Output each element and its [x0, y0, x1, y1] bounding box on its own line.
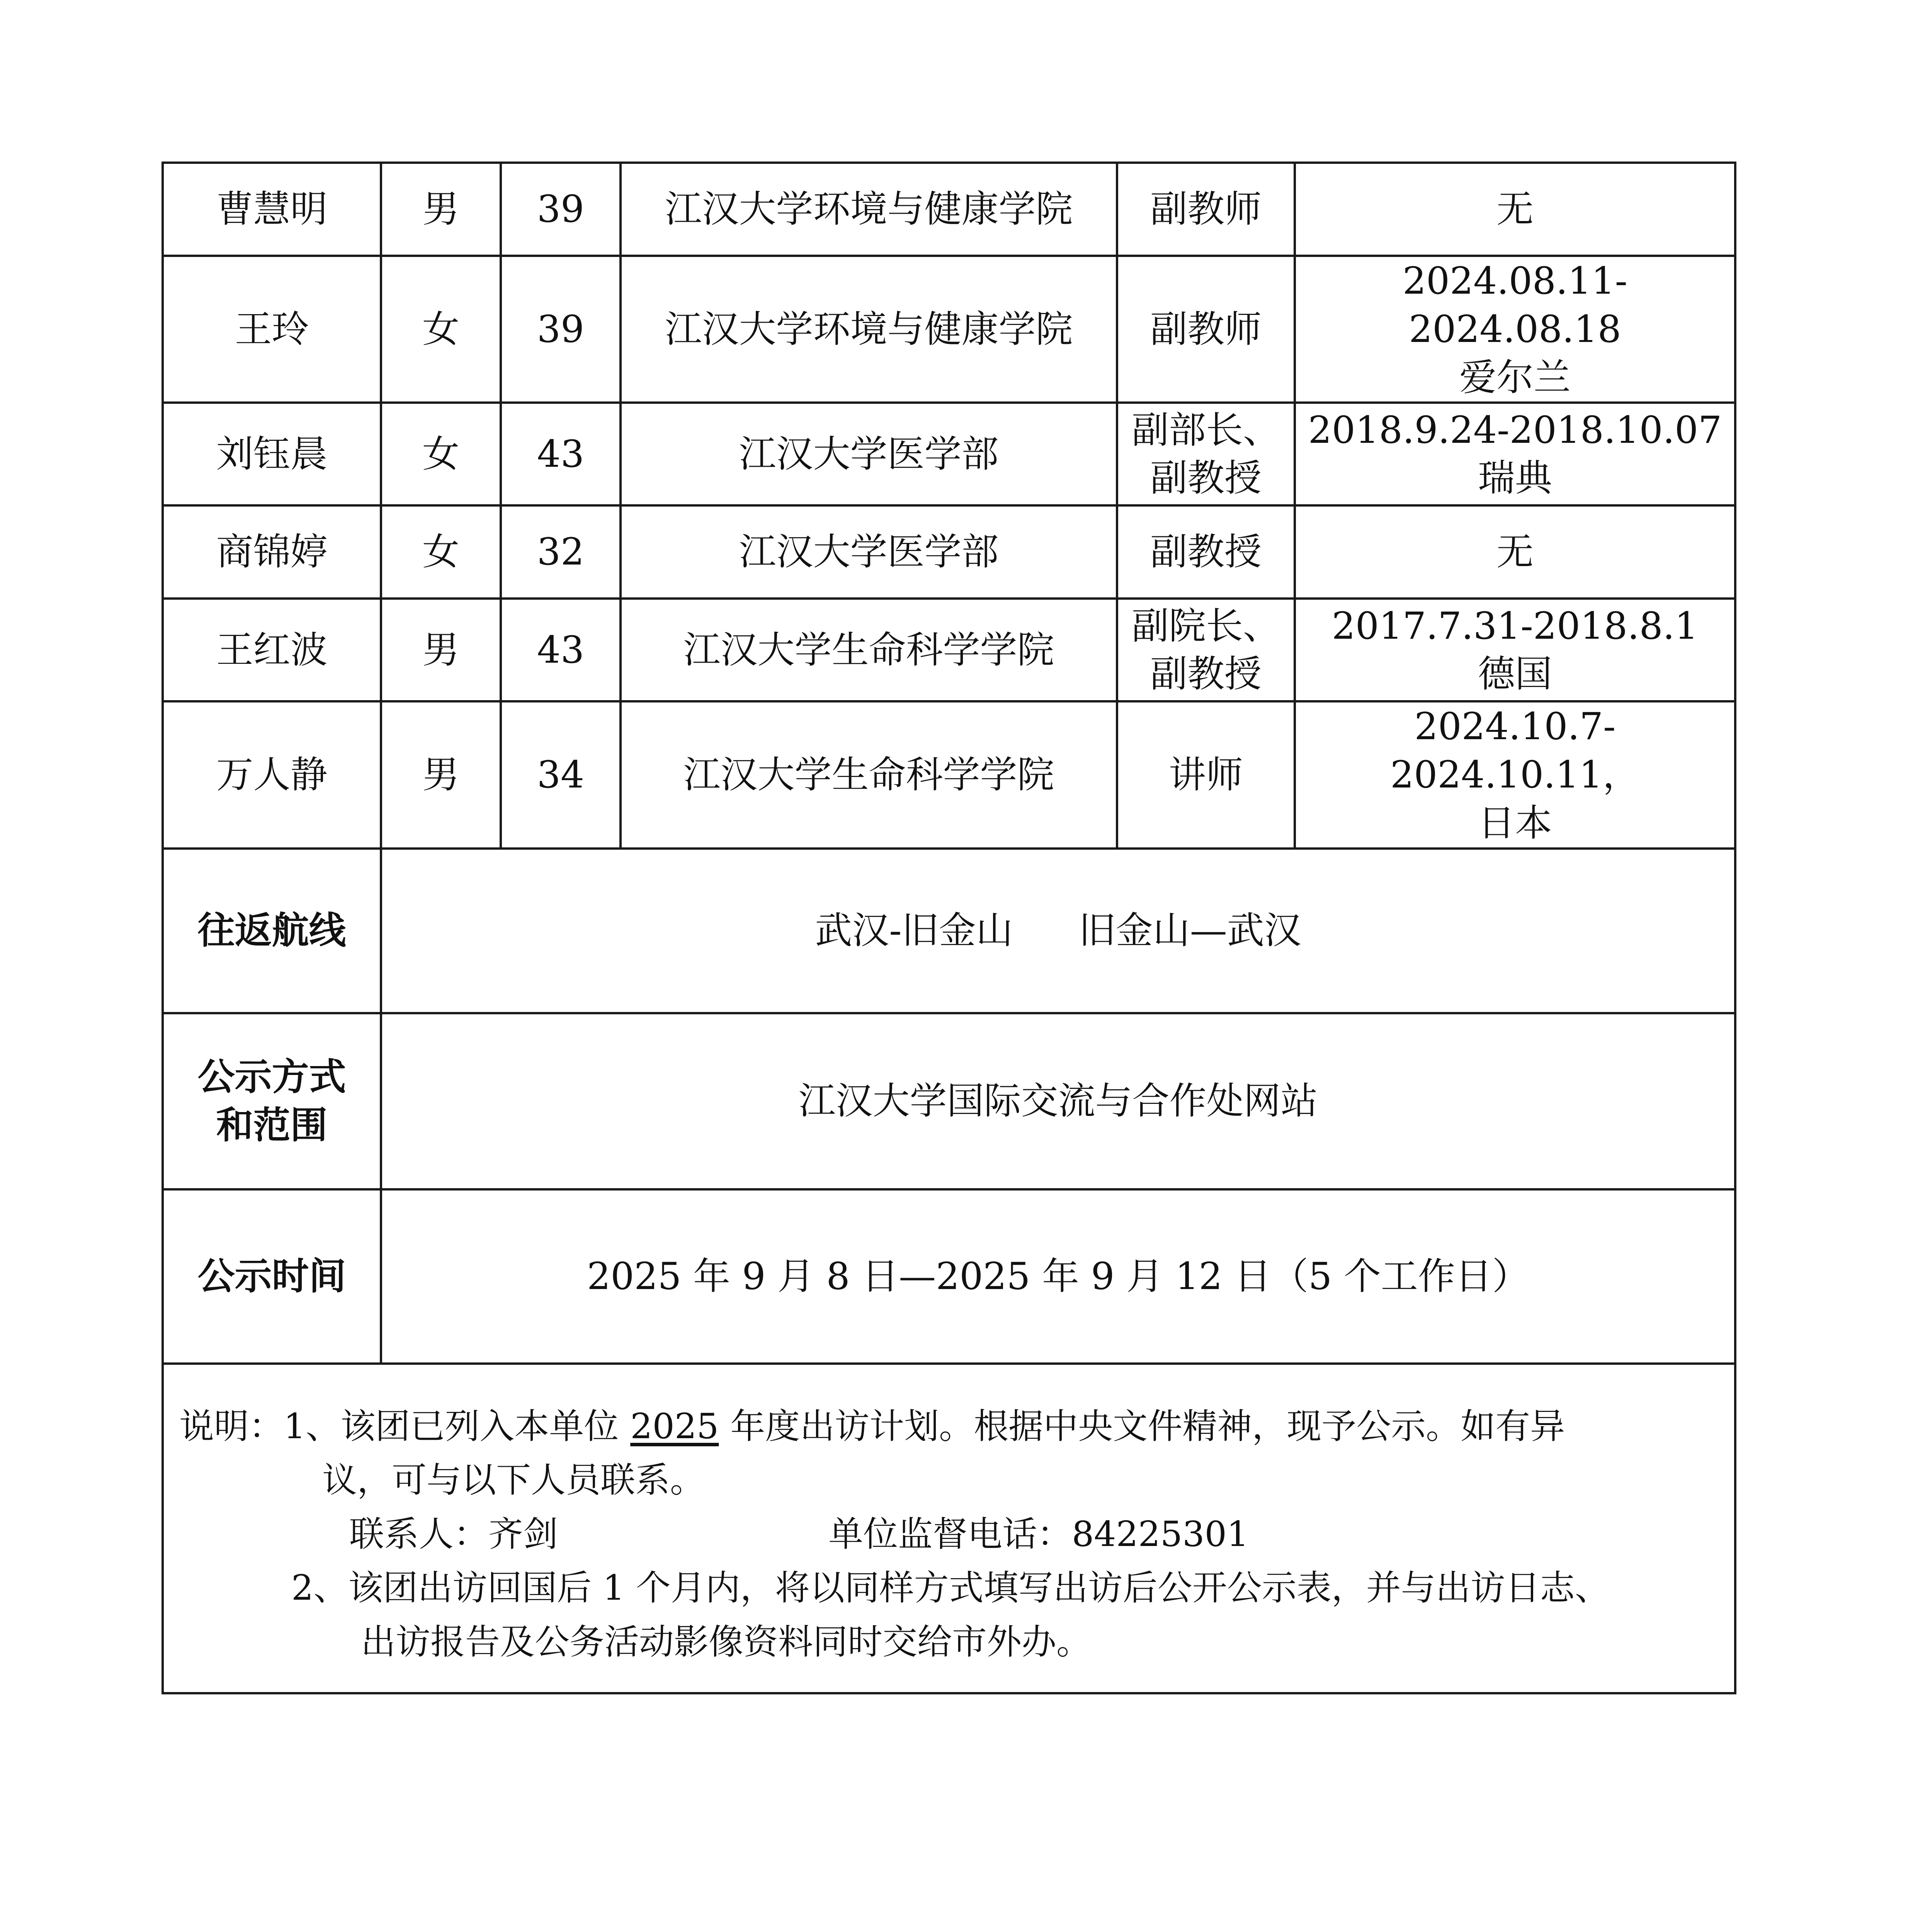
- member-title: [1117, 701, 1295, 848]
- publicity-value: 江汉大学国际交流与合作处网站: [381, 1013, 1735, 1189]
- member-name: 万人静: [163, 701, 381, 848]
- member-history: [1295, 599, 1735, 701]
- member-age: 39: [501, 163, 621, 256]
- member-gender: 女: [381, 505, 501, 599]
- member-title-line: 副教授: [1150, 652, 1262, 696]
- publicity-time-row: [163, 1189, 1735, 1364]
- member-gender: 男: [381, 599, 501, 701]
- member-age: 34: [501, 701, 621, 848]
- member-unit: 江汉大学环境与健康学院: [621, 163, 1117, 256]
- member-history-line: 2018.9.24-2018.10.07: [1308, 408, 1722, 452]
- member-title-line: 副教授: [1150, 456, 1262, 500]
- note-item-1: [179, 1400, 1719, 1454]
- publicity-row: [163, 1013, 1735, 1189]
- member-age: 43: [501, 599, 621, 701]
- route-return: 旧金山—武汉: [1078, 909, 1301, 952]
- member-name: 王红波: [163, 599, 381, 701]
- notes-row: [163, 1364, 1735, 1694]
- contact-person: 联系人：齐剑: [349, 1514, 558, 1554]
- table-row: [163, 701, 1735, 848]
- member-title-line: 副教授: [1150, 530, 1262, 574]
- member-title-line: 副部长、: [1132, 408, 1280, 452]
- member-name: 王玲: [163, 256, 381, 403]
- member-history-line: 2024.08.11-2024.08.18: [1402, 259, 1628, 351]
- note-item-2: 2、该团出访回国后 1 个月内，将以同样方式填写出访后公开公示表，并与出访日志、: [291, 1568, 1610, 1609]
- member-history: [1295, 403, 1735, 505]
- member-title: [1117, 599, 1295, 701]
- member-history: [1295, 505, 1735, 599]
- route-row: [163, 849, 1735, 1013]
- table-row: [163, 599, 1735, 701]
- member-unit: 江汉大学生命科学学院: [621, 701, 1117, 848]
- member-age: 39: [501, 256, 621, 403]
- table-row: [163, 505, 1735, 599]
- table-row: [163, 403, 1735, 505]
- member-unit: 江汉大学环境与健康学院: [621, 256, 1117, 403]
- member-gender: 女: [381, 256, 501, 403]
- member-name: 商锦婷: [163, 505, 381, 599]
- member-history-line: 2017.7.31-2018.8.1: [1331, 604, 1699, 648]
- member-title: [1117, 505, 1295, 599]
- note-item-1-text-b: 年度出访计划。根据中央文件精神，现予公示。如有异: [730, 1406, 1565, 1447]
- member-age: 43: [501, 403, 621, 505]
- member-title-line: 副教师: [1150, 307, 1262, 351]
- member-name: 刘钰晨: [163, 403, 381, 505]
- note-item-1-cont: 议，可与以下人员联系。: [322, 1460, 705, 1501]
- member-age: 32: [501, 505, 621, 599]
- member-history: [1295, 256, 1735, 403]
- member-history-line: 德国: [1478, 652, 1552, 696]
- notes-cell: [163, 1364, 1735, 1694]
- member-gender: 女: [381, 403, 501, 505]
- note-item-1-text-a: 1、该团已列入本单位: [284, 1406, 619, 1447]
- member-gender: 男: [381, 163, 501, 256]
- note-item-2-cont: 出访报告及公务活动影像资料同时交给市外办。: [361, 1621, 1091, 1662]
- delegation-table: [162, 162, 1736, 1694]
- member-history: [1295, 163, 1735, 256]
- member-history-line: 瑞典: [1478, 456, 1552, 500]
- member-name: 曹慧明: [163, 163, 381, 256]
- route-label: 往返航线: [163, 849, 381, 1013]
- table-row: [163, 256, 1735, 403]
- member-history-line: 无: [1496, 187, 1534, 231]
- publicity-time-label: 公示时间: [163, 1189, 381, 1364]
- member-title-line: 副院长、: [1132, 604, 1280, 648]
- member-title-line: 副教师: [1150, 187, 1262, 231]
- member-title: [1117, 163, 1295, 256]
- member-history-line: 日本: [1478, 801, 1552, 845]
- route-outbound: 武汉-旧金山: [815, 909, 1013, 952]
- member-history: [1295, 701, 1735, 848]
- supervision-phone: 单位监督电话：84225301: [828, 1514, 1249, 1554]
- member-unit: 江汉大学医学部: [621, 403, 1117, 505]
- member-gender: 男: [381, 701, 501, 848]
- member-unit: 江汉大学医学部: [621, 505, 1117, 599]
- publicity-time-value: 2025 年 9 月 8 日—2025 年 9 月 12 日（5 个工作日）: [381, 1189, 1735, 1364]
- note-prefix: 说明：: [179, 1406, 284, 1447]
- publicity-label: [163, 1013, 381, 1189]
- route-value: [381, 849, 1735, 1013]
- member-history-line: 无: [1496, 530, 1534, 574]
- member-title-line: 讲师: [1169, 753, 1243, 797]
- table-row: [163, 163, 1735, 256]
- note-plan-year: 2025: [630, 1406, 719, 1447]
- member-history-line: 爱尔兰: [1459, 355, 1571, 399]
- member-title: [1117, 403, 1295, 505]
- member-history-line: 2024.10.7-2024.10.11，: [1390, 705, 1640, 797]
- member-title: [1117, 256, 1295, 403]
- publicity-label-line: 和范围: [216, 1103, 328, 1147]
- contact-line: [179, 1507, 1719, 1561]
- member-unit: 江汉大学生命科学学院: [621, 599, 1117, 701]
- publicity-label-line: 公示方式: [197, 1055, 346, 1099]
